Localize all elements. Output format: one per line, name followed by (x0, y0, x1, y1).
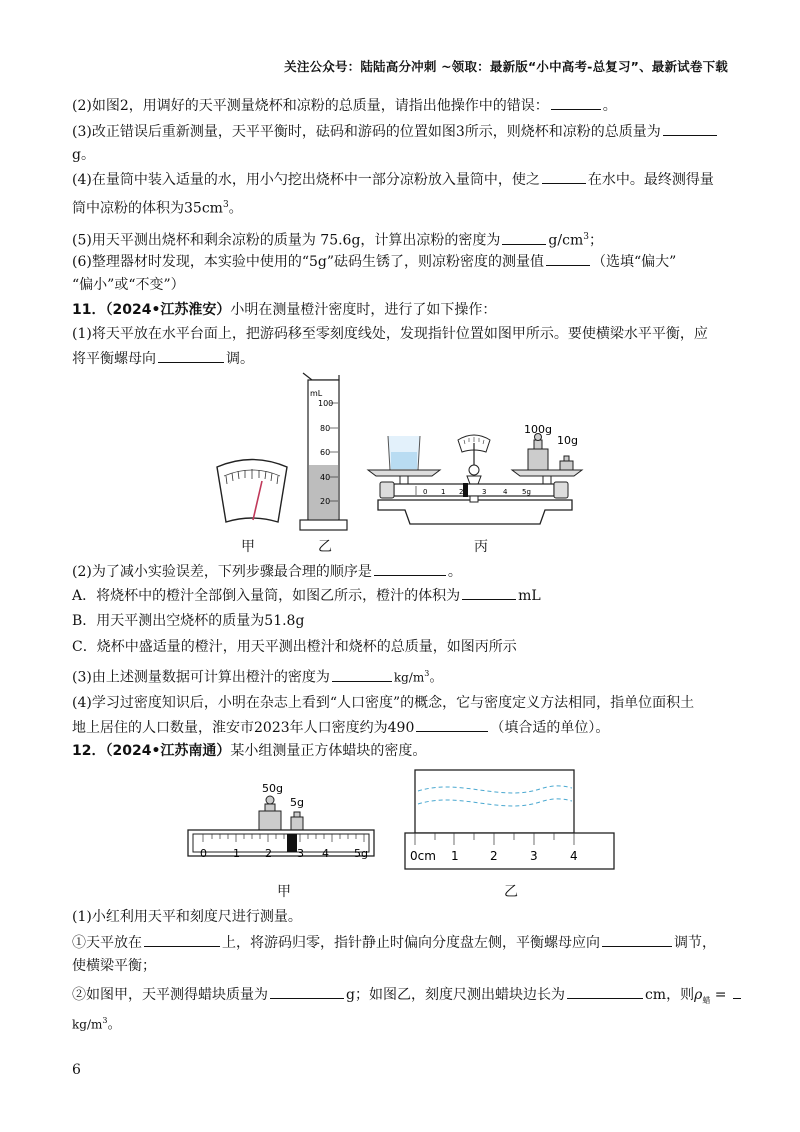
balance-rider-tick: 1 (441, 488, 446, 496)
balance-rider-tick: 3 (482, 488, 487, 496)
weight-5g-label: 5g (290, 796, 304, 809)
q10-part6-cont: “偏小”或“不变”） (72, 277, 185, 293)
fig-label-jia: 甲 (277, 884, 291, 900)
q12-step1-cont: 使横梁平衡； (72, 958, 156, 974)
scale-tick-label: 5g (354, 847, 368, 860)
ruler-tick-label: 0cm (410, 849, 436, 863)
fig-label-bing: 丙 (474, 539, 488, 555)
fig-label-yi: 乙 (318, 539, 332, 555)
scale-tick-label: 4 (322, 847, 329, 860)
cylinder-tick-label: 60 (320, 448, 331, 457)
q11-part3: (3)由上述测量数据可计算出橙汁的密度为 $kg/m^3$。 (72, 664, 443, 688)
q12-stem: 12．（2024•江苏南通）某小组测量正方体蜡块的密度。 (72, 743, 427, 759)
ruler-tick-label: 3 (530, 849, 538, 863)
q10-part3: (3)改正错误后重新测量，天平平衡时，砝码和游码的位置如图3所示，则烧杯和凉粉的总质量为 (72, 121, 719, 142)
q10-part4: (4)在量筒中装入适量的水，用小勺挖出烧杯中一部分凉粉放入量筒中，使之 在水中。最终测得量 (72, 169, 714, 190)
weight-100g-label: 100g (524, 423, 552, 436)
q10-part6: (6)整理器材时发现，本实验中使用的“5g”砝码生锈了，则凉粉密度的测量值 （选填“偏大” (72, 251, 676, 272)
answer-blank[interactable] (270, 984, 344, 999)
q11-part4: (4)学习过密度知识后，小明在杂志上看到“人口密度”的概念，它与密度定义方法相同，指单位面积土 (72, 695, 695, 711)
q11-step-c: C．烧杯中盛适量的橙汁，用天平测出橙汁和烧杯的总质量，如图丙所示 (72, 639, 517, 655)
ruler-tick-label: 4 (570, 849, 578, 863)
scale-tick-label: 3 (297, 847, 304, 860)
cylinder-tick-label: 80 (320, 424, 331, 433)
wax-block-ruler-figure (405, 770, 614, 869)
fig-label-yi: 乙 (504, 884, 518, 900)
fig-label-jia: 甲 (241, 539, 255, 555)
balance-rider-tick: 4 (503, 488, 508, 496)
q11-part1: (1)将天平放在水平台面上，把游码移至零刻度线处，发现指针位置如图甲所示。要使横梁水平平衡，应 (72, 326, 708, 342)
ruler-tick-label: 1 (451, 849, 459, 863)
q11-step-a: A．将烧杯中的橙汁全部倒入量筒，如图乙所示，橙汁的体积为 mL (72, 585, 541, 606)
q12-step2: ②如图甲，天平测得蜡块质量为 g；如图乙，刻度尺测出蜡块边长为 cm，则$\rho_蜡$ = (72, 984, 743, 1011)
scale-tick-label: 1 (233, 847, 240, 860)
q12-step2-cont: $kg/m^3$。 (72, 1016, 122, 1033)
q11-step-b: B．用天平测出空烧杯的质量为51.8g (72, 613, 305, 629)
scale-tick-label: 2 (265, 847, 272, 860)
page-number: 6 (72, 1062, 81, 1078)
cylinder-tick-label: 20 (320, 497, 331, 506)
balance-scale-figure (188, 782, 374, 860)
cylinder-tick-label: 100 (318, 399, 334, 408)
answer-blank[interactable] (567, 984, 643, 999)
balance-rider-tick: 2 (459, 488, 464, 496)
answer-blank[interactable] (733, 984, 741, 999)
q11-part4-cont: 地上居住的人口数量，淮安市2023年人口密度约为490 （填合适的单位）。 (72, 717, 609, 738)
balance-rider-tick: 5g (522, 488, 531, 496)
cylinder-tick-label: 40 (320, 473, 331, 482)
page-header: 关注公众号：陆陆高分冲刺 ~领取：最新版“小中高考-总复习”、最新试卷下载 (284, 59, 728, 74)
q10-part4-cont: 筒中凉粉的体积为$35cm^3$。 (72, 200, 243, 217)
q11-part2: (2)为了减小实验误差，下列步骤最合理的顺序是 。 (72, 561, 462, 582)
q12-part1: (1)小红利用天平和刻度尺进行测量。 (72, 909, 302, 925)
answer-blank[interactable] (144, 932, 220, 947)
cylinder-unit-label: mL (310, 389, 323, 398)
q10-part5: (5)用天平测出烧杯和剩余凉粉的质量为 75.6g，计算出凉粉的密度为 $g/cm^3$； (72, 227, 603, 251)
scale-tick-label: 0 (200, 847, 207, 860)
balance-rider-tick: 0 (423, 488, 428, 496)
weight-50g-label: 50g (262, 782, 283, 795)
ruler-tick-label: 2 (490, 849, 498, 863)
q11-part1-cont: 将平衡螺母向 调。 (72, 348, 254, 369)
q11-stem: 11．（2024•江苏淮安）小明在测量橙汁密度时，进行了如下操作： (72, 302, 497, 318)
answer-blank[interactable] (602, 932, 672, 947)
q12-step1: ①天平放在 上，将游码归零，指针静止时偏向分度盘左侧，平衡螺母应向 调节， (72, 932, 716, 953)
q10-part2: (2)如图2，用调好的天平测量烧杯和凉粉的总质量，请指出他操作中的错误： 。 (72, 95, 617, 116)
q10-part3-unit: g。 (72, 147, 95, 163)
weight-10g-label: 10g (557, 434, 578, 447)
